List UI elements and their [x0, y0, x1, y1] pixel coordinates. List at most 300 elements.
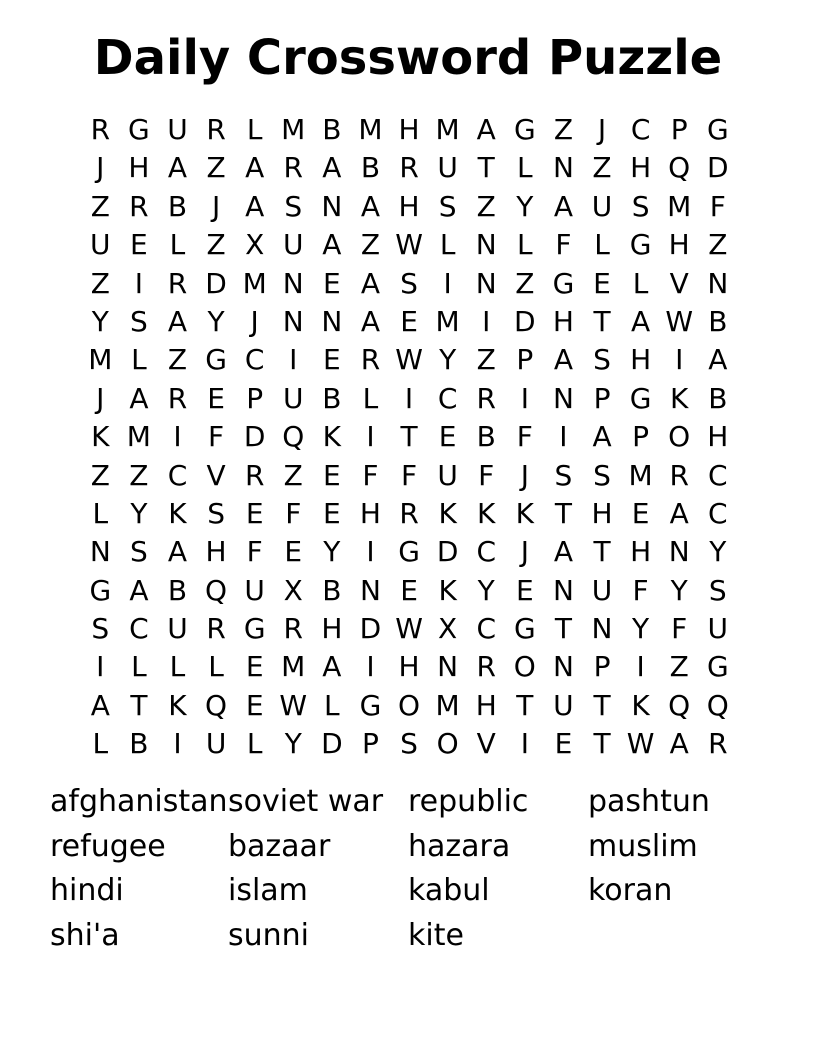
word-item: bazaar: [228, 828, 331, 864]
grid-letter-r5-c4: D: [205, 266, 227, 300]
grid-letter-r17-c16: A: [669, 727, 689, 761]
grid-letter-r9-c12: F: [516, 420, 533, 454]
grid-letter-r11-c14: H: [591, 496, 613, 530]
grid-letter-r14-c2: C: [129, 612, 149, 646]
grid-letter-r11-c8: H: [359, 496, 381, 530]
grid-letter-r8-c3: R: [167, 381, 188, 415]
grid-letter-r4-c13: F: [555, 228, 572, 262]
grid-letter-r11-c1: L: [92, 496, 109, 530]
grid-letter-r6-c14: T: [593, 304, 611, 338]
grid-letter-r7-c5: C: [244, 343, 265, 377]
grid-letter-r2-c13: N: [552, 151, 574, 185]
grid-letter-r11-c2: Y: [130, 496, 148, 530]
grid-letter-r5-c2: I: [134, 266, 144, 300]
grid-letter-r9-c9: T: [400, 420, 418, 454]
grid-letter-r1-c14: J: [597, 113, 607, 146]
grid-letter-r5-c15: L: [632, 266, 649, 300]
grid-letter-r3-c15: S: [631, 189, 650, 223]
grid-letter-r2-c7: A: [322, 151, 342, 185]
grid-letter-r7-c8: R: [360, 343, 381, 377]
grid-letter-r16-c12: T: [516, 688, 534, 722]
grid-letter-r12-c12: J: [520, 535, 529, 569]
grid-letter-r8-c15: G: [629, 381, 652, 415]
grid-letter-r17-c4: U: [205, 727, 227, 761]
grid-letter-r2-c11: T: [477, 151, 495, 185]
grid-letter-r6-c1: Y: [91, 304, 109, 338]
grid-letter-r14-c15: Y: [632, 612, 650, 646]
grid-letter-r1-c11: A: [476, 113, 496, 146]
grid-letter-r8-c1: J: [96, 381, 105, 415]
grid-letter-r8-c14: P: [593, 381, 611, 415]
grid-letter-r6-c16: W: [665, 304, 694, 338]
grid-letter-r3-c8: A: [360, 189, 381, 223]
grid-letter-r3-c14: U: [591, 189, 613, 223]
grid-letter-r2-c8: B: [360, 151, 381, 185]
grid-letter-r6-c5: J: [250, 304, 259, 338]
grid-letter-r13-c12: E: [515, 573, 534, 607]
grid-letter-r15-c2: L: [131, 650, 147, 684]
grid-letter-r7-c4: G: [205, 343, 227, 377]
grid-letter-r3-c13: A: [553, 189, 573, 223]
grid-letter-r1-c16: P: [670, 113, 688, 146]
grid-letter-r6-c2: S: [130, 304, 148, 338]
grid-letter-r17-c2: B: [129, 727, 149, 761]
word-item: refugee: [50, 828, 166, 864]
grid-letter-r12-c2: S: [130, 535, 148, 569]
grid-letter-r2-c10: U: [437, 151, 458, 185]
grid-letter-r3-c1: Z: [90, 189, 110, 223]
grid-letter-r7-c3: Z: [167, 343, 188, 377]
grid-letter-r9-c17: H: [707, 420, 729, 454]
grid-letter-r4-c8: Z: [360, 228, 381, 262]
grid-letter-r12-c11: C: [476, 535, 497, 569]
grid-letter-r16-c13: U: [553, 688, 574, 722]
grid-letter-r7-c11: Z: [476, 343, 496, 377]
grid-letter-r7-c16: I: [675, 343, 684, 377]
grid-letter-r9-c3: I: [173, 420, 182, 454]
grid-letter-r6-c8: A: [360, 304, 381, 338]
grid-letter-r16-c4: Q: [205, 688, 228, 722]
grid-letter-r10-c13: S: [554, 458, 573, 492]
grid-letter-r4-c11: N: [475, 228, 497, 262]
grid-letter-r12-c15: H: [630, 535, 652, 569]
grid-letter-r7-c10: Y: [439, 343, 457, 377]
grid-letter-r11-c9: R: [399, 496, 419, 530]
grid-letter-r14-c6: R: [283, 612, 303, 646]
grid-letter-r17-c12: I: [520, 727, 529, 761]
grid-letter-r13-c1: G: [89, 573, 112, 607]
grid-letter-r10-c7: E: [323, 458, 341, 492]
grid-letter-r17-c5: L: [246, 727, 263, 761]
grid-letter-r11-c4: S: [207, 496, 225, 530]
grid-letter-r13-c3: B: [167, 573, 188, 607]
grid-letter-r1-c15: C: [630, 113, 651, 146]
grid-letter-r10-c15: M: [628, 458, 653, 492]
grid-letter-r6-c7: N: [321, 304, 343, 338]
word-item: koran: [588, 873, 673, 909]
grid-letter-r3-c7: N: [321, 189, 343, 223]
grid-letter-r8-c12: I: [520, 381, 529, 415]
grid-letter-r12-c7: Y: [323, 535, 341, 569]
grid-letter-r14-c16: F: [671, 612, 688, 646]
grid-letter-r12-c4: H: [205, 535, 227, 569]
grid-letter-r14-c7: H: [321, 612, 343, 646]
grid-letter-r7-c15: H: [630, 343, 652, 377]
grid-letter-r9-c16: O: [668, 420, 691, 454]
grid-letter-r13-c6: X: [283, 573, 303, 607]
grid-letter-r10-c5: R: [244, 458, 265, 492]
grid-letter-r12-c5: F: [246, 535, 263, 569]
grid-letter-r17-c1: L: [92, 727, 109, 761]
grid-letter-r15-c17: G: [706, 650, 729, 684]
grid-letter-r16-c2: T: [130, 688, 148, 722]
grid-letter-r10-c16: R: [669, 458, 689, 492]
grid-letter-r10-c14: S: [593, 458, 611, 492]
grid-letter-r3-c11: Z: [476, 189, 496, 223]
grid-letter-r5-c5: M: [242, 266, 267, 300]
grid-letter-r9-c4: F: [208, 420, 225, 454]
grid-letter-r15-c5: E: [245, 650, 264, 684]
grid-letter-r14-c14: N: [591, 612, 613, 646]
grid-letter-r16-c3: K: [168, 688, 187, 722]
grid-letter-r6-c10: M: [435, 304, 460, 338]
grid-letter-r3-c9: H: [398, 189, 420, 223]
grid-letter-r1-c9: H: [398, 113, 420, 146]
word-item: muslim: [588, 828, 698, 864]
grid-letter-r15-c6: M: [281, 650, 306, 684]
grid-letter-r16-c10: M: [435, 688, 460, 722]
word-list-column-1: [50, 780, 228, 959]
grid-letter-r15-c13: N: [552, 650, 574, 684]
grid-letter-r10-c6: Z: [283, 458, 303, 492]
grid-letter-r2-c12: L: [517, 151, 533, 185]
grid-letter-r6-c12: D: [514, 304, 536, 338]
grid-letter-r8-c6: U: [283, 381, 304, 415]
word-item: kabul: [408, 873, 490, 909]
grid-letter-r10-c4: V: [206, 458, 226, 492]
word-search-grid: [81, 111, 737, 764]
grid-letter-r5-c17: N: [707, 266, 729, 300]
grid-letter-r12-c6: E: [284, 535, 303, 569]
grid-letter-r1-c3: U: [167, 113, 188, 146]
grid-letter-r5-c1: Z: [90, 266, 110, 300]
grid-letter-r14-c1: S: [91, 612, 110, 646]
grid-letter-r10-c9: F: [400, 458, 418, 492]
word-item: republic: [408, 784, 529, 819]
grid-letter-r13-c4: Q: [205, 573, 228, 607]
grid-letter-r3-c4: J: [211, 189, 221, 223]
grid-letter-r2-c1: J: [96, 151, 105, 185]
word-list-column-2: [228, 780, 408, 959]
grid-letter-r4-c15: G: [629, 228, 652, 262]
grid-letter-r17-c7: D: [321, 727, 343, 761]
grid-letter-r7-c7: E: [323, 343, 341, 377]
grid-letter-r6-c15: A: [631, 304, 651, 338]
grid-letter-r11-c3: K: [168, 496, 187, 530]
grid-letter-r1-c1: R: [90, 113, 111, 146]
grid-letter-r15-c15: I: [636, 650, 645, 684]
grid-letter-r5-c13: G: [552, 266, 575, 300]
grid-letter-r1-c7: B: [322, 113, 342, 146]
grid-letter-r5-c6: N: [282, 266, 304, 300]
grid-letter-r13-c7: B: [322, 573, 342, 607]
grid-letter-r7-c12: P: [516, 343, 534, 377]
grid-letter-r1-c6: M: [281, 113, 306, 146]
grid-letter-r15-c12: O: [513, 650, 536, 684]
grid-letter-r12-c9: G: [398, 535, 420, 569]
word-list-column-3: [408, 780, 588, 959]
grid-letter-r13-c5: U: [244, 573, 265, 607]
grid-letter-r14-c3: U: [167, 612, 188, 646]
word-list-column-4: [588, 780, 768, 959]
grid-letter-r8-c10: C: [437, 381, 458, 415]
grid-letter-r2-c16: Q: [668, 151, 691, 185]
word-item: soviet war: [228, 784, 384, 819]
grid-letter-r8-c7: B: [322, 381, 342, 415]
grid-letter-r6-c6: N: [282, 304, 304, 338]
grid-letter-r12-c16: N: [668, 535, 690, 569]
grid-letter-r13-c8: N: [359, 573, 381, 607]
grid-letter-r10-c8: F: [362, 458, 379, 492]
grid-letter-r15-c4: L: [208, 650, 224, 684]
grid-letter-r5-c10: I: [443, 266, 452, 300]
grid-letter-r10-c11: F: [478, 458, 495, 492]
grid-letter-r9-c5: D: [243, 420, 266, 454]
grid-letter-r5-c12: Z: [515, 266, 535, 300]
grid-letter-r3-c5: A: [245, 189, 265, 223]
grid-letter-r12-c14: T: [593, 535, 611, 569]
grid-letter-r8-c11: R: [476, 381, 496, 415]
grid-letter-r16-c14: T: [593, 688, 611, 722]
grid-letter-r16-c5: E: [245, 688, 264, 722]
grid-letter-r17-c8: P: [362, 727, 379, 761]
grid-letter-r4-c9: W: [395, 228, 423, 262]
grid-letter-r9-c11: B: [476, 420, 496, 454]
grid-letter-r4-c14: L: [594, 228, 610, 262]
grid-letter-r11-c15: E: [631, 496, 650, 530]
grid-letter-r5-c7: E: [323, 266, 341, 300]
grid-letter-r14-c5: G: [243, 612, 266, 646]
grid-letter-r1-c4: R: [206, 113, 226, 146]
grid-letter-r1-c5: L: [246, 113, 263, 146]
grid-letter-r1-c12: G: [513, 113, 536, 146]
grid-letter-r8-c4: E: [207, 381, 225, 415]
grid-letter-r10-c1: Z: [90, 458, 110, 492]
grid-letter-r13-c17: S: [708, 573, 727, 607]
grid-letter-r3-c3: B: [167, 189, 188, 223]
grid-letter-r10-c12: J: [520, 458, 529, 492]
grid-letter-r8-c17: B: [708, 381, 728, 415]
grid-letter-r15-c8: I: [366, 650, 375, 684]
grid-letter-r2-c6: R: [283, 151, 303, 185]
grid-letter-r3-c12: Y: [516, 189, 534, 223]
grid-letter-r16-c16: Q: [668, 688, 691, 722]
grid-letter-r7-c1: M: [88, 343, 113, 377]
grid-letter-r11-c13: T: [554, 496, 572, 530]
grid-letter-r11-c17: C: [708, 496, 728, 530]
grid-letter-r6-c11: I: [482, 304, 491, 338]
grid-letter-r16-c17: Q: [706, 688, 729, 722]
grid-letter-r2-c5: A: [245, 151, 265, 185]
grid-letter-r4-c1: U: [90, 228, 111, 262]
grid-letter-r12-c17: Y: [709, 535, 727, 569]
grid-letter-r4-c16: H: [668, 228, 690, 262]
grid-letter-r7-c9: W: [395, 343, 423, 377]
grid-letter-r14-c17: U: [707, 612, 729, 646]
grid-letter-r16-c15: K: [631, 688, 650, 722]
grid-letter-r13-c15: F: [632, 573, 649, 607]
grid-letter-r5-c9: S: [400, 266, 418, 300]
word-item: kite: [408, 918, 464, 954]
grid-letter-r14-c11: C: [476, 612, 497, 646]
grid-letter-r13-c2: A: [129, 573, 149, 607]
grid-letter-r1-c13: Z: [553, 113, 574, 146]
grid-letter-r5-c8: A: [360, 266, 381, 300]
grid-letter-r16-c11: H: [475, 688, 497, 722]
grid-letter-r4-c2: E: [130, 228, 148, 262]
grid-letter-r1-c17: G: [706, 113, 729, 146]
grid-letter-r13-c11: Y: [477, 573, 495, 607]
grid-letter-r6-c13: H: [552, 304, 574, 338]
grid-letter-r8-c13: N: [552, 381, 574, 415]
grid-letter-r16-c6: W: [279, 688, 308, 722]
grid-letter-r10-c2: Z: [129, 458, 149, 492]
grid-letter-r6-c9: E: [400, 304, 418, 338]
grid-letter-r2-c2: H: [128, 151, 150, 185]
word-list: [50, 780, 768, 959]
grid-letter-r1-c2: G: [128, 113, 150, 146]
grid-letter-r2-c17: D: [707, 151, 729, 185]
grid-letter-r13-c9: E: [400, 573, 418, 607]
grid-letter-r9-c2: M: [126, 420, 151, 454]
grid-letter-r6-c17: B: [708, 304, 728, 338]
word-item: sunni: [228, 918, 310, 954]
grid-letter-r3-c16: M: [667, 189, 692, 223]
grid-letter-r9-c13: I: [559, 420, 568, 454]
grid-letter-r9-c7: K: [322, 420, 342, 454]
grid-letter-r2-c14: Z: [592, 151, 612, 185]
grid-letter-r14-c4: R: [206, 612, 226, 646]
grid-letter-r11-c5: E: [245, 496, 264, 530]
grid-letter-r2-c3: A: [167, 151, 188, 185]
grid-letter-r5-c3: R: [167, 266, 188, 300]
grid-letter-r14-c10: X: [438, 612, 458, 646]
grid-letter-r16-c8: G: [359, 688, 382, 722]
grid-letter-r3-c17: F: [709, 189, 726, 223]
grid-letter-r8-c9: I: [404, 381, 414, 415]
grid-letter-r7-c2: L: [131, 343, 147, 377]
grid-letter-r11-c16: A: [669, 496, 689, 530]
grid-letter-r13-c10: K: [438, 573, 457, 607]
grid-letter-r3-c6: S: [284, 189, 303, 223]
grid-letter-r17-c15: W: [626, 727, 655, 761]
grid-letter-r11-c10: K: [438, 496, 457, 530]
grid-letter-r5-c14: E: [593, 266, 611, 300]
grid-letter-r9-c1: K: [91, 420, 110, 454]
grid-letter-r4-c4: Z: [206, 228, 226, 262]
grid-letter-r4-c5: X: [245, 228, 265, 262]
grid-letter-r15-c1: I: [96, 650, 105, 684]
grid-letter-r3-c2: R: [129, 189, 149, 223]
grid-letter-r6-c3: A: [167, 304, 188, 338]
grid-letter-r16-c1: A: [90, 688, 110, 722]
grid-letter-r12-c8: I: [366, 535, 375, 569]
grid-letter-r17-c6: Y: [284, 727, 302, 761]
grid-letter-r14-c9: W: [395, 612, 423, 646]
grid-letter-r7-c17: A: [708, 343, 728, 377]
word-item: shi'a: [50, 918, 120, 954]
grid-letter-r4-c10: L: [439, 228, 456, 262]
grid-letter-r17-c9: S: [400, 727, 418, 761]
grid-letter-r12-c1: N: [89, 535, 111, 569]
grid-letter-r15-c10: N: [437, 650, 459, 684]
word-item: islam: [228, 873, 308, 909]
grid-letter-r16-c7: L: [324, 688, 340, 722]
grid-letter-r11-c6: F: [285, 496, 302, 530]
grid-letter-r11-c11: K: [477, 496, 496, 530]
grid-letter-r14-c12: G: [513, 612, 536, 646]
grid-letter-r9-c14: A: [592, 420, 612, 454]
puzzle-title: Daily Crossword Puzzle: [93, 30, 723, 86]
grid-letter-r1-c8: M: [358, 113, 383, 146]
grid-letter-r6-c4: Y: [207, 304, 225, 338]
grid-letter-r4-c17: Z: [708, 228, 728, 262]
grid-letter-r14-c8: D: [359, 612, 382, 646]
grid-letter-r12-c10: D: [436, 535, 459, 569]
grid-letter-r17-c13: E: [554, 727, 573, 761]
grid-letter-r5-c16: V: [669, 266, 689, 300]
grid-letter-r17-c3: I: [173, 727, 182, 761]
grid-letter-r15-c14: P: [593, 650, 611, 684]
grid-letter-r8-c16: K: [670, 381, 689, 415]
grid-letter-r8-c5: P: [246, 381, 264, 415]
grid-letter-r17-c10: O: [436, 727, 459, 761]
grid-letter-r9-c10: E: [438, 420, 457, 454]
grid-letter-r4-c12: L: [517, 228, 533, 262]
grid-letter-r4-c6: U: [283, 228, 304, 262]
grid-letter-r1-c10: M: [435, 113, 460, 146]
grid-letter-r13-c16: Y: [670, 573, 688, 607]
grid-letter-r17-c11: V: [476, 727, 496, 761]
grid-letter-r9-c8: I: [366, 420, 375, 454]
grid-letter-r2-c15: H: [630, 151, 652, 185]
grid-letter-r4-c7: A: [322, 228, 342, 262]
grid-letter-r15-c11: R: [476, 650, 496, 684]
grid-letter-r10-c17: C: [708, 458, 728, 492]
grid-letter-r5-c11: N: [475, 266, 497, 300]
word-item: afghanistan: [50, 784, 228, 819]
grid-letter-r15-c16: Z: [669, 650, 689, 684]
grid-letter-r3-c10: S: [438, 189, 457, 223]
grid-letter-r10-c10: U: [437, 458, 458, 492]
grid-letter-r2-c9: R: [399, 151, 419, 185]
grid-letter-r8-c2: A: [129, 381, 149, 415]
word-item: hindi: [50, 873, 124, 909]
grid-letter-r14-c13: T: [554, 612, 572, 646]
grid-letter-r17-c14: T: [593, 727, 611, 761]
grid-letter-r15-c3: L: [169, 650, 186, 684]
word-item: hazara: [408, 828, 511, 864]
grid-letter-r7-c13: A: [553, 343, 573, 377]
grid-letter-r17-c17: R: [708, 727, 728, 761]
grid-letter-r16-c9: O: [398, 688, 421, 722]
grid-letter-r15-c7: A: [322, 650, 342, 684]
grid-letter-r11-c12: K: [515, 496, 535, 530]
grid-letter-r7-c6: I: [289, 343, 298, 377]
grid-letter-r12-c3: A: [167, 535, 188, 569]
grid-letter-r13-c14: U: [591, 573, 613, 607]
grid-letter-r10-c3: C: [167, 458, 188, 492]
